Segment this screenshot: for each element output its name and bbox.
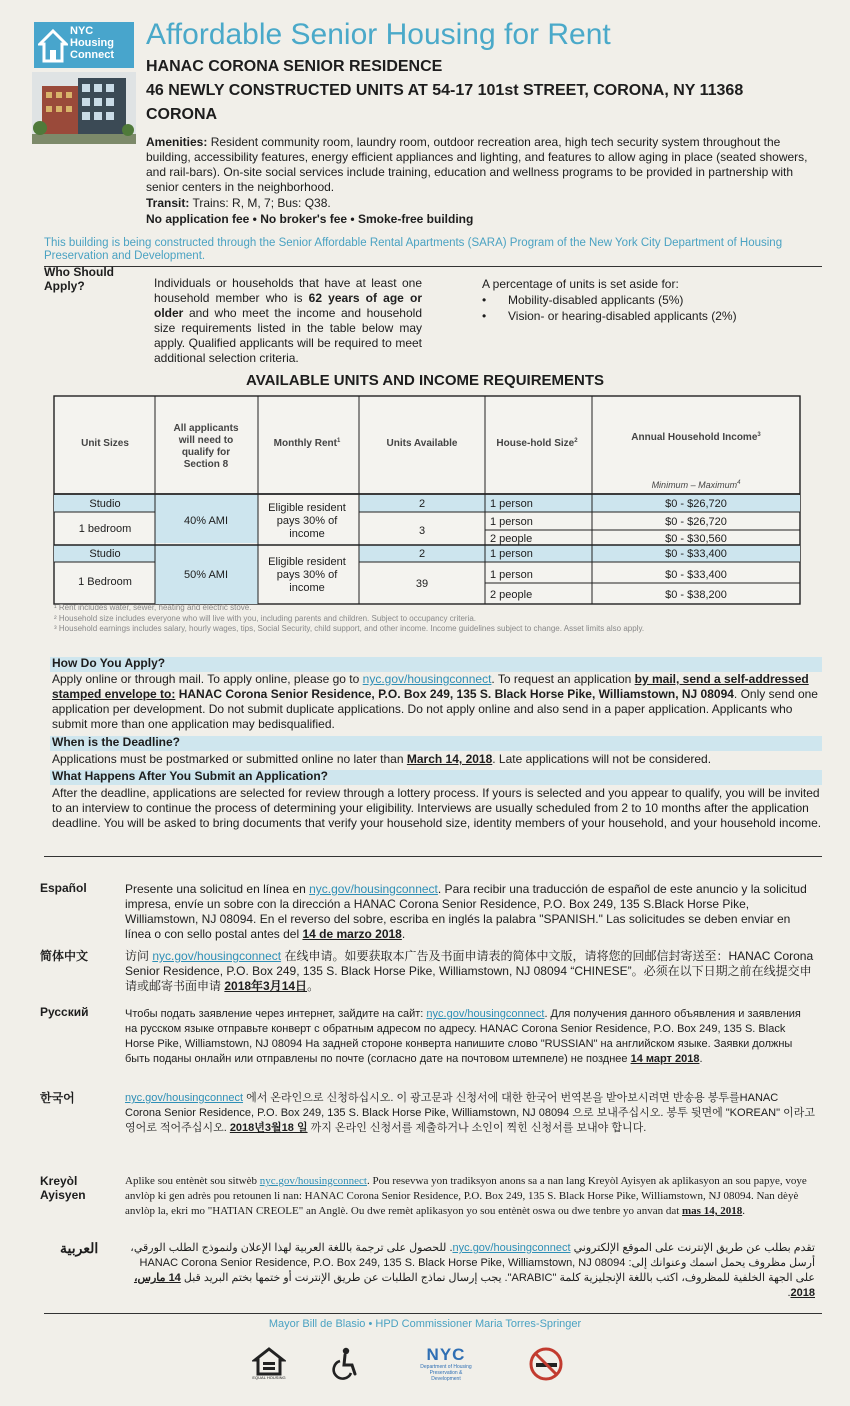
deadline-text: Applications must be postmarked or submitted online no later than March 14, 2018. Late applications will not be considered.	[52, 752, 712, 766]
housingconnect-link[interactable]: nyc.gov/housingconnect	[309, 882, 438, 896]
income-range-cell: $0 - $26,720	[665, 516, 727, 528]
lang-label-chinese: 简体中文	[40, 949, 89, 963]
household-size-cell: 1 person	[490, 569, 533, 581]
rent-cell: pays 30% of	[276, 515, 338, 527]
lang-text-arabic: تقدم بطلب عن طريق الإنترنت على الموقع الإلكتروني nyc.gov/housingconnect. للحصول على ترجمة باللغة العربية لهذا الإعلان ولنموذج الطلب الورقي، أرسل مظروف يحمل اسمك وعنوانك إلى: HANAC Corona Senior Residence, P.O. Box 249, 135 S. Black Horse Pike, Williamstown, NJ 08094 على الجهة الخلفية للمظروف، اكتب باللغة الإنجليزية كلمة "ARABIC". يجب إرسال نماذج الطلبات عن طريق الإنترنت أو ختمها بختم البريد قبل 14 مارس، 2018.	[130, 1242, 815, 1299]
lang-text-spanish: Presente una solicitud en línea en nyc.gov/housingconnect. Para recibir una traducción de español de este anuncio y la solicitud impresa, envíe un sobre con la dirección a HANAC Corona Senior Residence, P.O. Box 249, 135 S.Black Horse Pike, Williamstown, NJ 08094. En el reverso del sobre, escriba en inglés la palabra "SPANISH." Las solicitudes se deben enviar en línea o con sello postal antes del 14 de marzo 2018.	[125, 882, 807, 941]
header-section8-2: will need to	[178, 435, 234, 446]
page-title: Affordable Senior Housing for Rent	[146, 18, 611, 51]
units-available-cell: 39	[415, 578, 429, 590]
divider	[44, 1313, 822, 1314]
housingconnect-link[interactable]: nyc.gov/housingconnect	[152, 949, 282, 963]
lang-text-russian: Чтобы подать заявление через интернет, зайдите на сайт: nyc.gov/housingconnect. Для получения данного объявления и заявления на русском языке отправьте конверт с обратным адресом по адресу. HANAC Corona Senior Residence, P.O. Box 249, 135 S. Black Horse Pike, Williamstown, NJ 08094 На задней стороне конверта напишите слово "RUSSIAN" на английском языке. Заявки должны быть поданы онлайн или отправлены по почте (согласно дате на почтовом штемпеле) не позднее 14 март 2018.	[125, 1008, 801, 1065]
nyc-hpd-logo: NYC Department of Housing Preservation & Development	[420, 1345, 472, 1382]
housingconnect-link[interactable]: nyc.gov/housingconnect	[125, 1092, 244, 1104]
logo-text: NYC Housing Connect	[70, 25, 114, 61]
header-units-available: Units Available	[386, 438, 458, 449]
equal-housing-icon	[252, 1346, 286, 1380]
building-name: HANAC CORONA SENIOR RESIDENCE	[146, 58, 443, 75]
footnote: ³ Household earnings includes salary, hourly wages, tips, Social Security, child support, and other income. Income guidelines subject to change. Asset limits also apply.	[54, 624, 645, 633]
header-section8-3: qualify for	[181, 447, 231, 458]
unit-size-cell: 1 bedroom	[78, 523, 132, 535]
income-range-cell: $0 - $33,400	[665, 569, 727, 581]
header-household-size: House-hold Size$^2$	[496, 438, 578, 449]
units-available-cell: 2	[418, 548, 426, 560]
rent-cell: pays 30% of	[276, 569, 338, 581]
lang-text-korean: nyc.gov/housingconnect 에서 온라인으로 신청하십시오. 이 광고문과 신청서에 대한 한국어 번역본을 받아보시려면 반송용 봉투를HANAC Corona Senior Residence, P.O. Box 249, 135 S. Black Horse Pike, Williamstown, NJ 08094 으로 보내주십시오. 봉투 뒷면에 "KOREAN" 이라고 영어로 적어주십시오. 2018년3월18 일 까지 온라인 신청서를 제출하거나 소인이 찍힌 신청서를 보내야 합니다.	[125, 1092, 815, 1134]
lang-label-haitian-creole: Kreyòl Ayisyen	[40, 1174, 86, 1202]
rent-cell: income	[289, 582, 325, 594]
footer-icons	[0, 1346, 850, 1386]
header-min-max: Minimum – Maximum$^4$	[651, 480, 741, 490]
unit-size-cell: 1 Bedroom	[78, 576, 132, 588]
housingconnect-link[interactable]: nyc.gov/housingconnect	[452, 1242, 571, 1254]
amenities: Amenities: Resident community room, laundry room, outdoor recreation area, high tech security system throughout the building, accessibility features, energy efficient appliances and lighting, and features to allow aging in place (seated showers, and rail-bars). On-site social services include training, education and wellness programs to be provided in partnership with senior centers in the neighborhood.	[146, 135, 808, 194]
rent-cell: income	[289, 528, 325, 540]
who-should-apply-label: Who Should Apply?	[44, 265, 114, 293]
divider	[44, 856, 822, 857]
header-annual-income: Annual Household Income$^3$	[631, 432, 761, 443]
household-size-cell: 2 people	[490, 533, 533, 545]
deadline-heading: When is the Deadline?	[52, 735, 181, 749]
household-size-cell: 1 person	[490, 548, 533, 560]
income-range-cell: $0 - $38,200	[665, 589, 727, 601]
table-footnotes	[54, 603, 644, 635]
header-monthly-rent: Monthly Rent$^1$	[273, 438, 341, 449]
lang-label-spanish: Español	[40, 881, 87, 895]
after-submit-text: After the deadline, applications are selected for review through a lottery process. If yours is selected and you appear to qualify, you will be invited to an interview to continue the process of determining your eligibility. Interviews are usually scheduled from 2 to 10 months after the application deadline. You will be asked to bring documents that verify your household size, identity members of your household, and your household income.	[52, 786, 822, 830]
header-section8-4: Section 8	[183, 459, 229, 470]
footnote: ¹ Rent includes water, sewer, heating and electric stove.	[54, 603, 252, 612]
household-size-cell: 2 people	[490, 589, 533, 601]
lang-label-korean: 한국어	[40, 1091, 75, 1105]
household-size-cell: 1 person	[490, 516, 533, 528]
no-smoking-icon	[528, 1346, 564, 1382]
unit-size-cell: Studio	[89, 548, 121, 560]
sara-program-note: This building is being constructed through the Senior Affordable Rental Apartments (SARA) Program of the New York City Department of Housing Preservation and Development.	[44, 237, 783, 262]
how-to-apply-text: Apply online or through mail. To apply online, please go to nyc.gov/housingconnect. To request an application by mail, send a self-addressed stamped envelope to: HANAC Corona Senior Residence, P.O. Box 249, 135 S. Black Horse Pike, Williamstown, NJ 08094. Only send one application per development. Do not submit duplicate applications. Do not apply online and also send in a paper application. Applicants who submit more than one application may bedisqualified.	[52, 672, 818, 731]
eligibility-text: Individuals or households that have at least one household member who is 62 years of age or older and who meet the income and household size requirements listed in the table below may apply. Qualified applicants will be required to meet additional selection criteria.	[154, 276, 422, 365]
footnote: ² Household size includes everyone who will live with you, including parents and children. Subject to occupancy criteria.	[54, 613, 476, 623]
list-item: • Mobility-disabled applicants (5%)	[482, 292, 737, 308]
units-available-cell: 2	[418, 498, 426, 510]
household-size-cell: 1 person	[490, 498, 533, 510]
header-unit-sizes: Unit Sizes	[81, 438, 129, 449]
lang-label-russian: Русский	[40, 1005, 89, 1019]
income-range-cell: $0 - $26,720	[665, 498, 727, 510]
lang-text-chinese: 访问 nyc.gov/housingconnect 在线申请。如要获取本广告及书面申请表的简体中文版，请将您的回邮信封寄送至：HANAC Corona Senior Residence, P.O. Box 249, 135 S. Black Horse Pike, Williamstown, NJ 08094 “CHINESE”。必须在以下日期之前在线提交申请或邮寄书面申请 2018年3月14日。	[125, 949, 814, 993]
accessibility-icon	[330, 1346, 360, 1380]
housingconnect-link[interactable]: nyc.gov/housingconnect	[362, 672, 492, 686]
units-available-cell: 3	[418, 525, 426, 537]
income-range-cell: $0 - $30,560	[665, 533, 727, 545]
housingconnect-link[interactable]: nyc.gov/housingconnect	[426, 1008, 545, 1020]
rent-cell: Eligible resident	[268, 502, 346, 514]
ami-cell: 40% AMI	[183, 515, 229, 527]
after-submit-heading: What Happens After You Submit an Application?	[52, 769, 329, 783]
set-aside-heading: A percentage of units is set aside for:	[482, 277, 679, 291]
section-band	[50, 657, 822, 672]
table-title: AVAILABLE UNITS AND INCOME REQUIREMENTS	[245, 372, 605, 389]
lang-label-arabic: العربية	[60, 1240, 99, 1256]
how-to-apply-heading: How Do You Apply?	[52, 656, 166, 670]
lang-text-haitian-creole: Aplike sou entènèt sou sitwèb nyc.gov/housingconnect. Pou resevwa yon tradiksyon anons sa a nan lang Kreyòl Ayisyen ak aplikasyon an sou papye, voye anvlòp ki gen adrès pou retounen li nan: HANAC Corona Senior Residence, P.O. Box 249, 135 S. Black Horse Pike, Williamstown, NJ 08094. Nan dèyè anvlòp la, ekri mo "HATIAN CREOLE" an Anglè. Ou dwe remèt aplikasyon yo sou entènèt oswa ou dwe tenbre yo anvan dat mas 14, 2018.	[125, 1175, 807, 1217]
fees-line: No application fee • No broker's fee • Smoke-free building	[146, 212, 474, 226]
transit: Transit: Trains: R, M, 7; Bus: Q38.	[146, 196, 331, 210]
housingconnect-link[interactable]: nyc.gov/housingconnect	[259, 1175, 367, 1187]
list-item: • Vision- or hearing-disabled applicants (2%)	[482, 308, 737, 324]
income-range-cell: $0 - $33,400	[665, 548, 727, 560]
rent-cell: Eligible resident	[268, 556, 346, 568]
ami-cell: 50% AMI	[183, 569, 229, 581]
officials-line: Mayor Bill de Blasio • HPD Commissioner Maria Torres-Springer	[268, 1318, 582, 1330]
neighborhood: CORONA	[146, 106, 218, 123]
unit-size-cell: Studio	[89, 498, 121, 510]
units-address: 46 NEWLY CONSTRUCTED UNITS AT 54-17 101st STREET, CORONA, NY 11368	[146, 82, 744, 99]
units-income-table	[0, 0, 850, 610]
header-section8-1: All applicants	[173, 423, 239, 434]
svg-text:EQUAL HOUSING: EQUAL HOUSING	[252, 1375, 286, 1380]
